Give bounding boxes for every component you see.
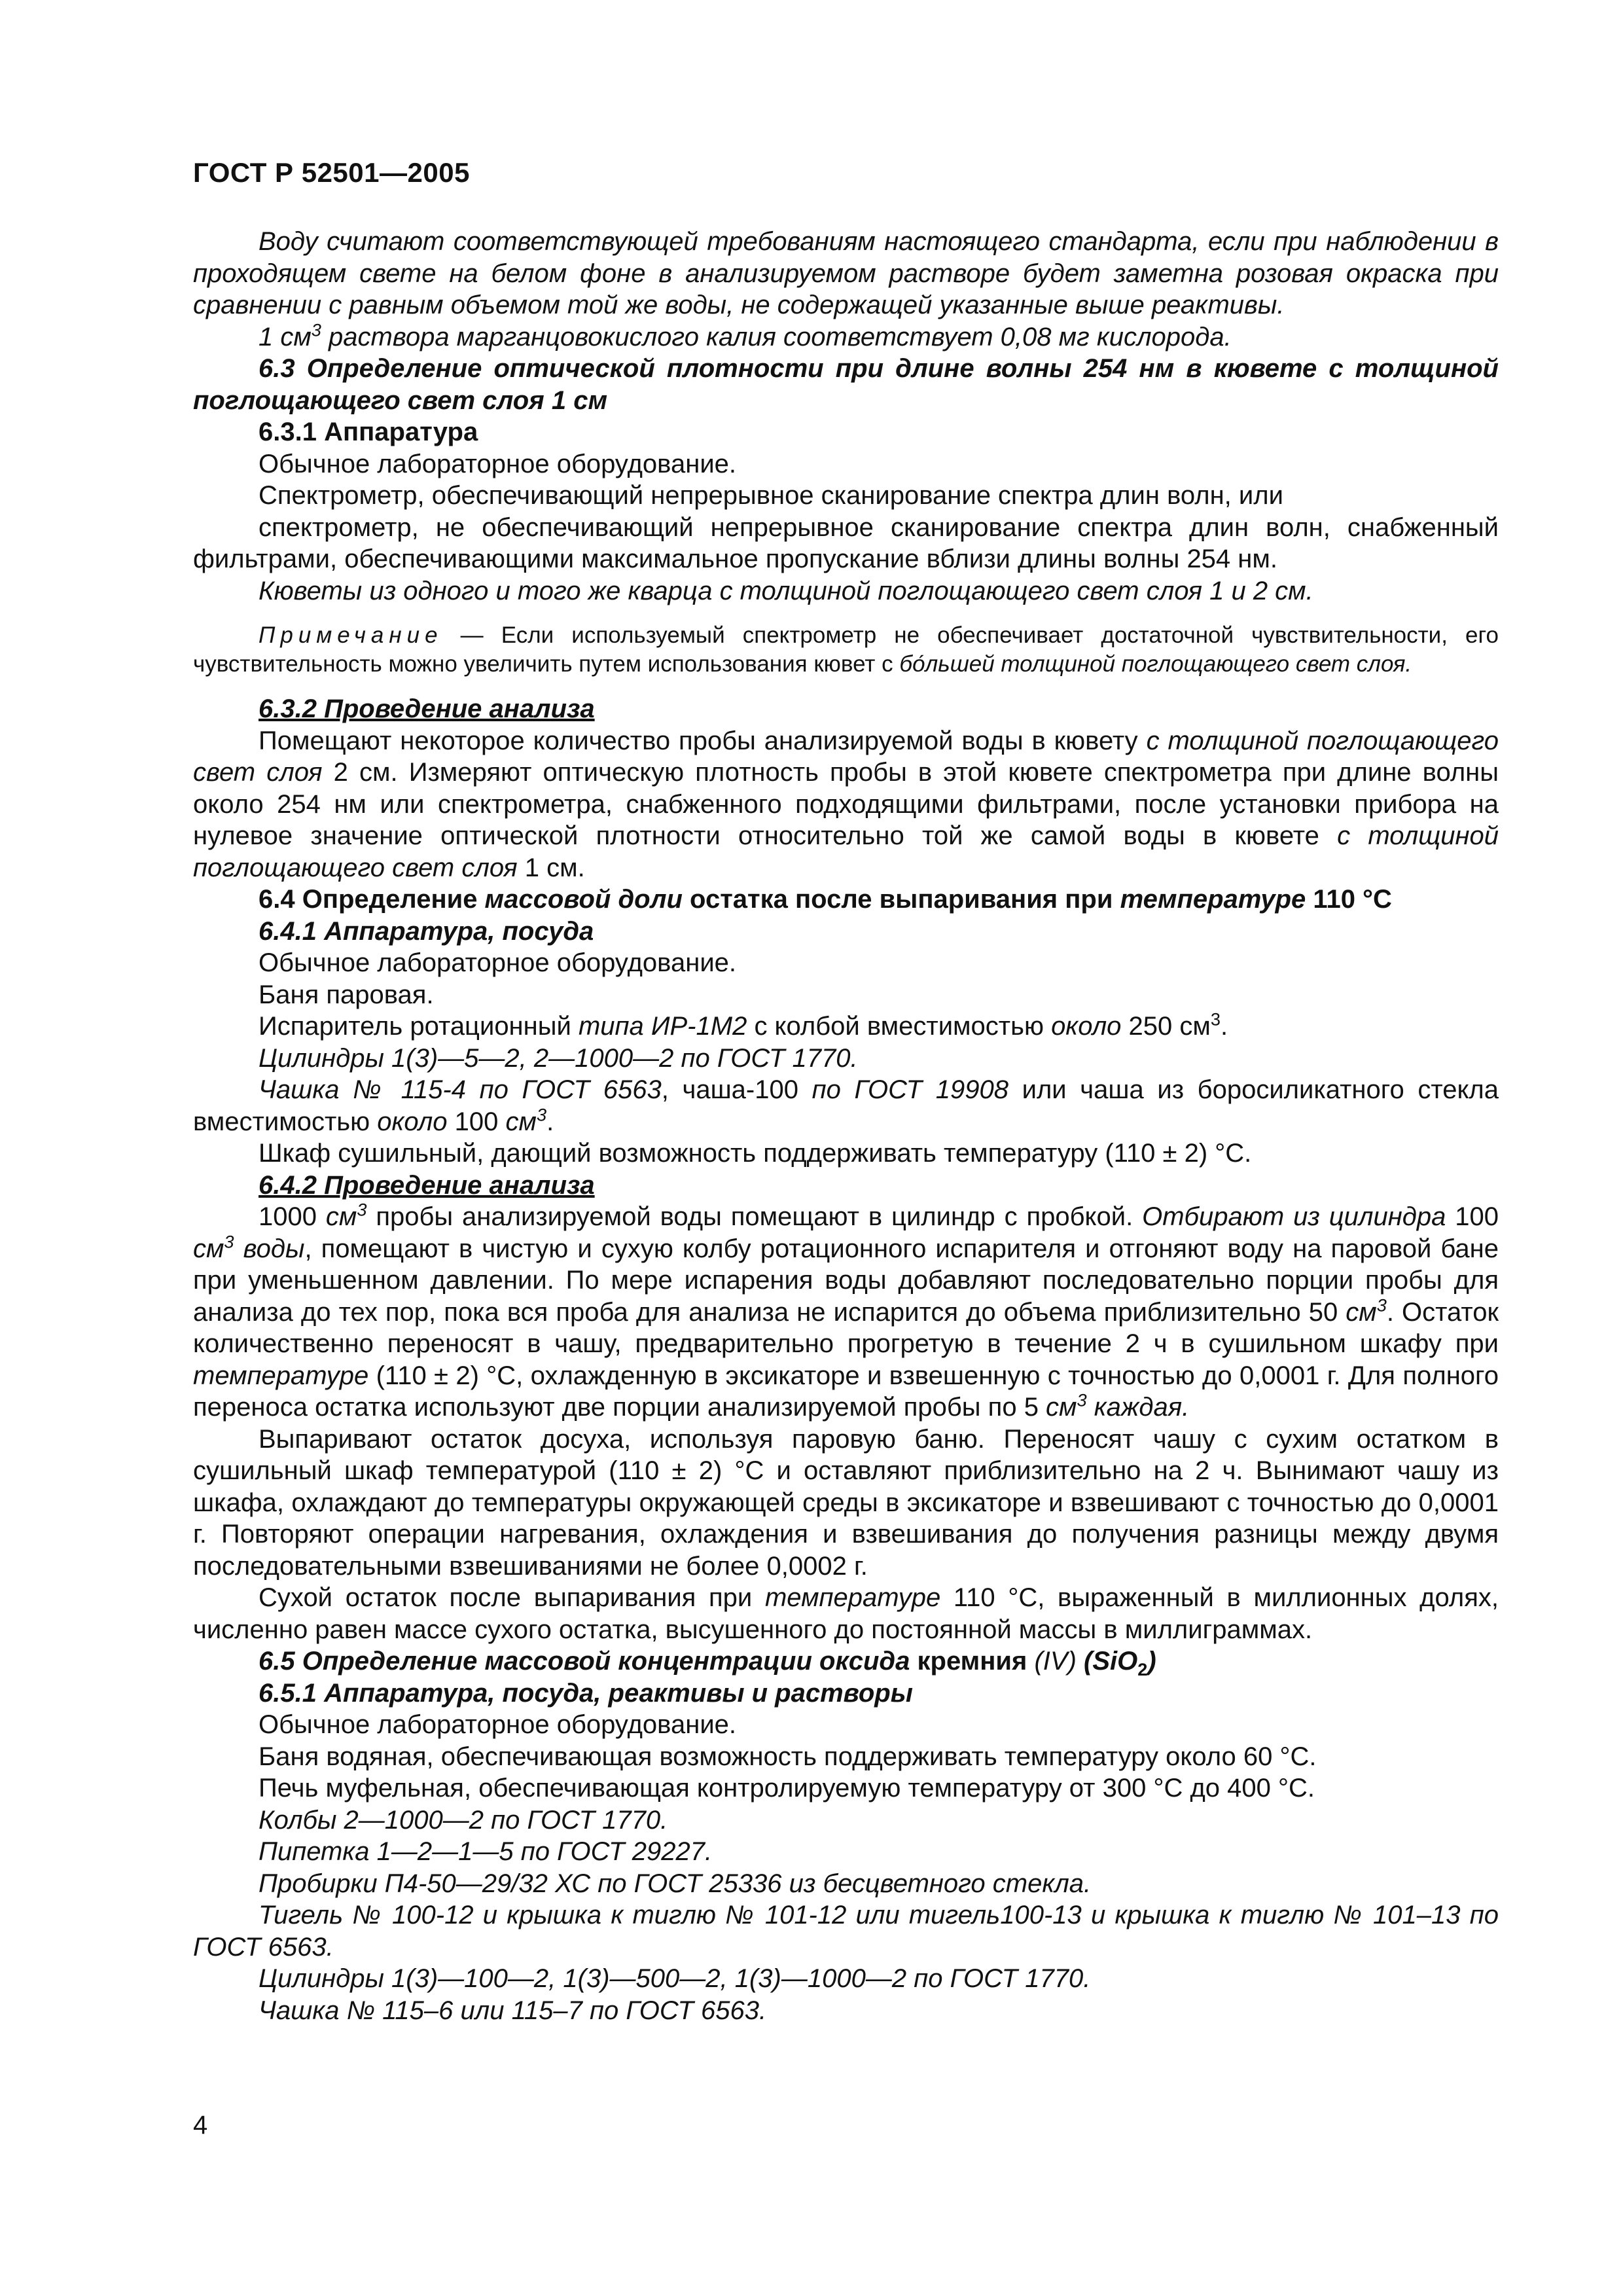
paragraph: Спектрометр, обеспечивающий непрерывное сканирование спектра длин волн, или <box>259 481 1283 510</box>
paragraph: Колбы 2—1000—2 по ГОСТ 1770. <box>259 1805 668 1835</box>
document-header: ГОСТ Р 52501—2005 <box>193 157 470 188</box>
section-heading-6-4: 6.4 Определение массовой доли остатка после выпаривания при температуре 110 °С <box>259 885 1392 914</box>
paragraph: Обычное лабораторное оборудование. <box>259 948 737 977</box>
paragraph-permanganate-equivalence: 1 $см^3$ раствора марганцовокислого калия соответствует 0,08 мг кислорода. <box>259 319 1232 351</box>
paragraph: Обычное лабораторное оборудование. <box>259 1710 737 1739</box>
paragraph: Пробирки П4-50—29/32 ХС по ГОСТ 25336 из бесцветного стекла. <box>259 1869 1092 1898</box>
subsection-heading-6-4-2: 6.4.2 Проведение анализа <box>259 1170 595 1200</box>
section-heading-6-3: 6.3 Определение оптической плотности при длине волны 254 нм в кювете с толщиной поглощающего свет слоя 1 см <box>193 354 1499 415</box>
page-number: 4 <box>193 2111 208 2140</box>
paragraph: Выпаривают остаток досуха, используя паровую баню. Переносят чашу с сухим остатком в сушильный шкаф температурой (110 ± 2) °С и оставляют приблизительно на 2 ч. Вынимают чашу из шкафа, охлаждают до температуры окружающей среды в эксикаторе и взвешивают с точностью до 0,0001 г. Повторяют операции нагревания, охлаждения и взвешивания до получения разницы между двумя последовательными взвешиваниями не более 0,0002 г. <box>193 1424 1499 1581</box>
paragraph: Обычное лабораторное оборудование. <box>259 449 737 478</box>
paragraph: Печь муфельная, обеспечивающая контролируемую температуру от 300 °С до 400 °С. <box>259 1774 1315 1803</box>
paragraph: Чашка № 115-4 по ГОСТ 6563, чаша-100 по ГОСТ 19908 или чаша из боросиликатного стекла вместимостью около 100 $см^3$. <box>193 1075 1499 1136</box>
paragraph: 1000 $см^3$ пробы анализируемой воды помещают в цилиндр с пробкой. Отбирают из цилиндра 100 $см^3$ воды, помещают в чистую и сухую колбу ротационного испарителя и отгоняют воду на паровой бане при уменьшенном давлении. По мере испарения воды добавляют последовательно порции пробы для анализа до тех пор, пока вся проба для анализа не испарится до объема приблизительно 50 $см^3$. Остаток количественно переносят в чашу, предварительно прогретую в течение 2 ч в сушильном шкафу при температуре (110 ± 2) °С, охлажденную в эксикаторе и взвешенную с точностью до 0,0001 г. Для полного переноса остатка используют две порции анализируемой пробы по 5 $см^3$ каждая. <box>193 1199 1499 1422</box>
paragraph: Баня водяная, обеспечивающая возможность поддерживать температуру около 60 °С. <box>259 1742 1317 1771</box>
paragraph: Шкаф сушильный, дающий возможность поддерживать температуру (110 ± 2) °С. <box>259 1139 1252 1168</box>
paragraph: Цилиндры 1(3)—5—2, 2—1000—2 по ГОСТ 1770. <box>259 1043 858 1073</box>
subsection-heading-6-3-1: 6.3.1 Аппаратура <box>259 418 478 446</box>
paragraph: Сухой остаток после выпаривания при температуре 110 °С, выраженный в миллионных долях, численно равен массе сухого остатка, высушенного до постоянной массы в миллиграммах. <box>193 1583 1499 1644</box>
paragraph: Чашка № 115–6 или 115–7 по ГОСТ 6563. <box>259 1996 767 2025</box>
paragraph: Тигель № 100-12 и крышка к тиглю № 101-12 или тигель100-13 и крышка к тиглю № 101–13 по ГОСТ 6563. <box>193 1901 1499 1962</box>
paragraph: Испаритель ротационный типа ИР-1М2 с колбой вместимостью около 250 $см^3$. <box>259 1009 1228 1041</box>
paragraph: Кюветы из одного и того же кварца с толщиной поглощающего свет слоя 1 и 2 см. <box>259 576 1313 605</box>
paragraph: Баня паровая. <box>259 980 434 1009</box>
section-heading-6-5: 6.5 Определение массовой концентрации оксида кремния (IV) (SiO$_2$) <box>259 1647 1156 1679</box>
note-label: Примечание <box>259 622 443 648</box>
paragraph: Пипетка 1—2—1—5 по ГОСТ 29227. <box>259 1837 713 1866</box>
subsection-heading-6-5-1: 6.5.1 Аппаратура, посуда, реактивы и растворы <box>259 1678 913 1708</box>
document-body <box>193 226 1499 2026</box>
subsection-heading-6-4-1: 6.4.1 Аппаратура, посуда <box>259 916 594 946</box>
note-paragraph: Примечание — Если используемый спектрометр не обеспечивает достаточной чувствительности, его чувствительность можно увеличить путем использования кювет с бо́льшей толщиной поглощающего свет слоя. <box>193 622 1499 677</box>
paragraph-water-criterion: Воду считают соответствующей требованиям настоящего стандарта, если при наблюдении в проходящем свете на белом фоне в анализируемом растворе будет заметна розовая окраска при сравнении с равным объемом той же воды, не содержащей указанные выше реактивы. <box>193 227 1499 319</box>
subsection-heading-6-3-2: 6.3.2 Проведение анализа <box>259 694 595 723</box>
paragraph: Цилиндры 1(3)—100—2, 1(3)—500—2, 1(3)—1000—2 по ГОСТ 1770. <box>259 1964 1091 1993</box>
paragraph: Помещают некоторое количество пробы анализируемой воды в кювету с толщиной поглощающего свет слоя 2 см. Измеряют оптическую плотность пробы в этой кювете спектрометра при длине волны около 254 нм или спектрометра, снабженного подходящими фильтрами, после установки прибора на нулевое значение оптической плотности относительно той же самой воды в кювете с толщиной поглощающего свет слоя 1 см. <box>193 726 1499 882</box>
paragraph: спектрометр, не обеспечивающий непрерывное сканирование спектра длин волн, снабженный фильтрами, обеспечивающими максимальное пропускание вблизи длины волны 254 нм. <box>193 512 1499 573</box>
